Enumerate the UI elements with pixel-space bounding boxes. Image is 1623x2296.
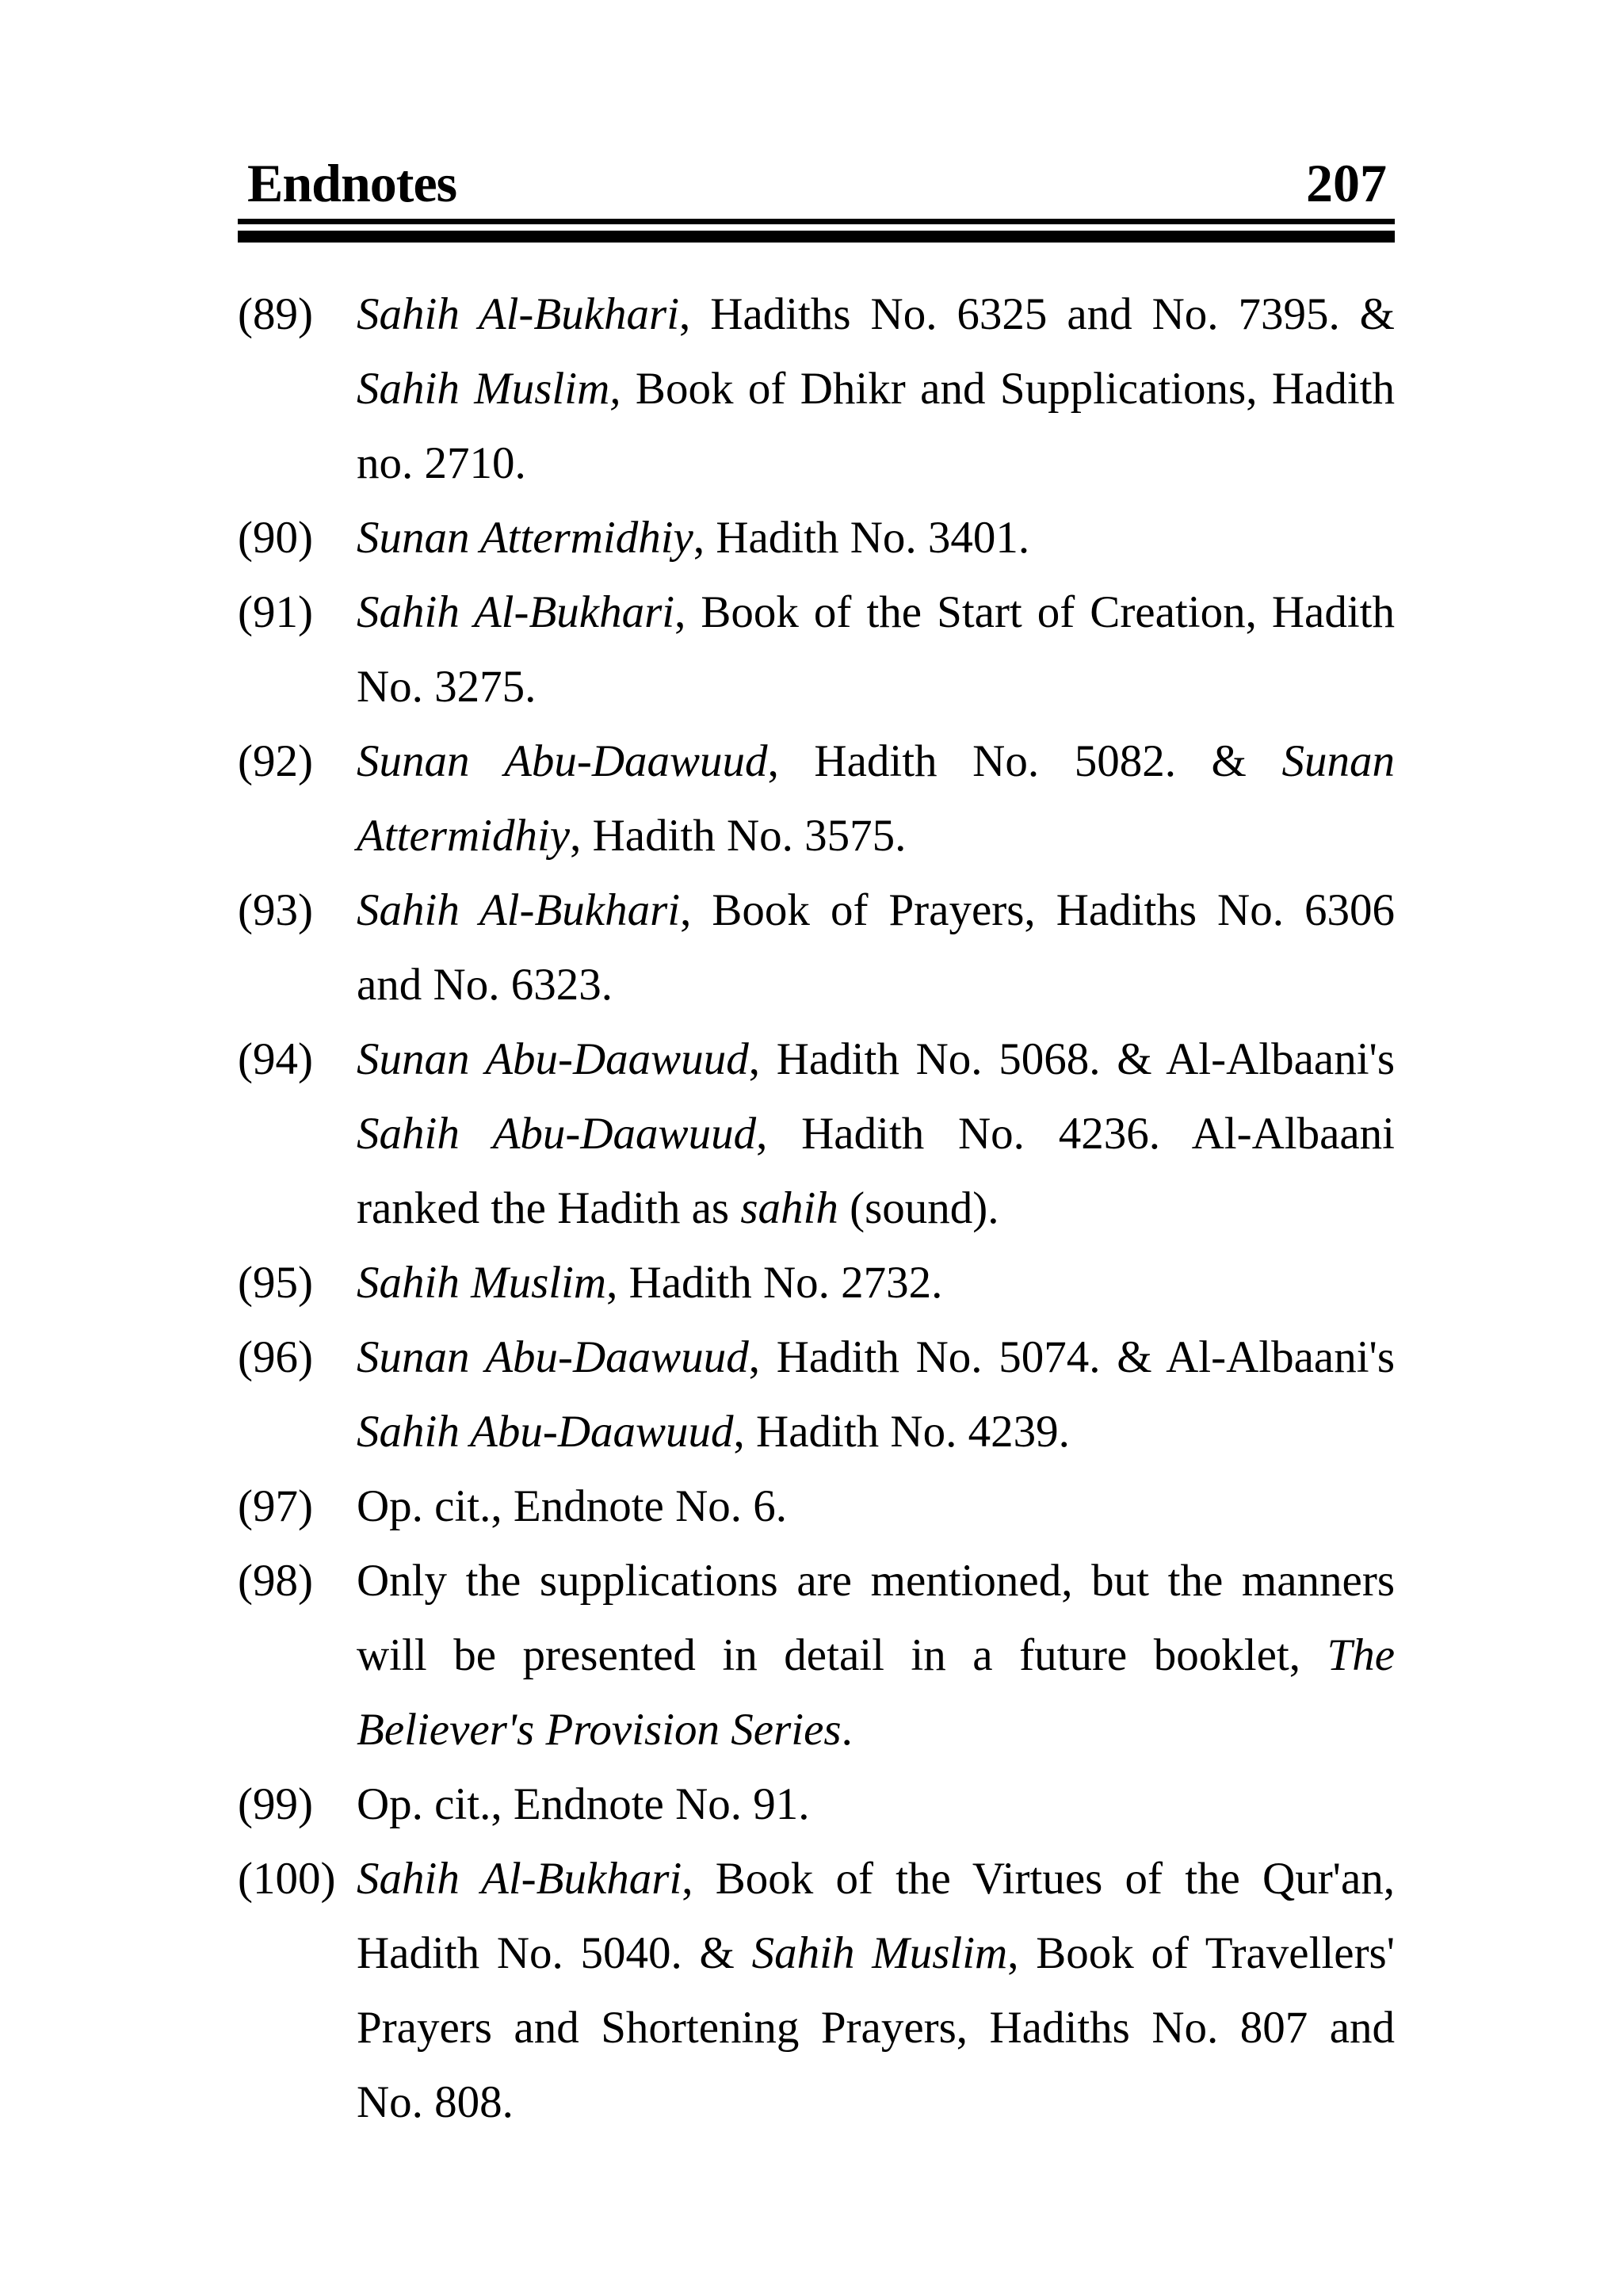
endnote-text-segment: , Hadith No. 4239. bbox=[733, 1407, 1070, 1457]
endnote-text-segment: (sound). bbox=[838, 1183, 999, 1233]
endnote-text bbox=[357, 501, 1395, 575]
endnote-text bbox=[357, 277, 1395, 501]
endnote-text-segment: Only the supplications are mentioned, but the manners will be presented in detail in a future booklet, bbox=[357, 1556, 1395, 1680]
endnote-text-segment: Book of Dhikr and Supplications, Hadith no. 2710. bbox=[357, 364, 1396, 488]
endnote-text bbox=[357, 1544, 1395, 1767]
endnote-title-italic: Sahih Abu-Daawuud bbox=[357, 1407, 734, 1457]
endnote-text-segment: , Hadith No. 3401. bbox=[693, 513, 1030, 563]
endnote-title-italic: Sunan Abu-Daawuud bbox=[357, 1332, 749, 1382]
endnotes-list bbox=[238, 277, 1395, 2140]
endnote-title-italic: The Believer's Provision Series bbox=[357, 1630, 1395, 1755]
endnote-text-segment: , Book of Prayers, Hadiths No. 6306 and No. 6323. bbox=[357, 885, 1396, 1010]
endnote-text-segment: , Hadith No. 4236. Al-Albaani ranked the Hadith as bbox=[357, 1109, 1395, 1233]
endnote-title-italic: Sahih Abu-Daawuud bbox=[357, 1109, 757, 1159]
endnote-number: (91) bbox=[238, 587, 313, 637]
endnote-title-italic: sahih bbox=[740, 1183, 838, 1233]
endnote-number: (94) bbox=[238, 1034, 313, 1084]
endnote-title-italic: Sahih Al-Bukhari bbox=[357, 1854, 682, 1904]
section-title: Endnotes bbox=[247, 153, 457, 213]
endnote-number: (89) bbox=[238, 289, 313, 339]
endnote-item bbox=[238, 1022, 1395, 1246]
endnote-number: (95) bbox=[238, 1258, 313, 1308]
endnote-number: (97) bbox=[238, 1481, 313, 1531]
endnote-text-segment: , Hadith No. 5068. & Al-Albaani's bbox=[748, 1034, 1396, 1084]
page bbox=[238, 143, 1396, 2127]
endnote-text-segment: . bbox=[841, 1705, 853, 1755]
endnote-title-italic: Sahih Al-Bukhari bbox=[357, 289, 680, 339]
endnote-title-italic: Sunan Attermidhiy bbox=[357, 513, 693, 563]
endnote-text bbox=[357, 1320, 1395, 1469]
endnote-item bbox=[238, 1320, 1395, 1469]
endnote-title-italic: Sahih Al-Bukhari bbox=[357, 587, 675, 637]
header-rule-thick bbox=[238, 231, 1395, 243]
endnote-text-segment: Op. cit., Endnote No. 91. bbox=[357, 1779, 810, 1829]
endnote-text-segment: , Hadiths No. 6325 and No. 7395. & bbox=[679, 289, 1396, 339]
endnote-item bbox=[238, 724, 1395, 873]
endnote-text bbox=[357, 873, 1395, 1022]
header-rule-thin bbox=[238, 219, 1395, 224]
endnote-text bbox=[357, 1469, 1395, 1544]
endnote-title-italic: Sunan Abu-Daawuud bbox=[357, 736, 768, 786]
endnote-item bbox=[238, 1469, 1395, 1544]
endnote-item bbox=[238, 1246, 1395, 1320]
endnote-text bbox=[357, 1022, 1395, 1246]
endnote-number: (96) bbox=[238, 1332, 313, 1382]
endnote-item bbox=[238, 575, 1395, 724]
endnote-number: (98) bbox=[238, 1556, 313, 1606]
endnote-text bbox=[357, 1767, 1395, 1842]
endnote-item bbox=[238, 277, 1395, 501]
endnote-item bbox=[238, 1544, 1395, 1767]
endnote-text bbox=[357, 724, 1395, 873]
endnote-text bbox=[357, 575, 1395, 724]
endnote-title-italic: Sunan Attermidhiy bbox=[357, 736, 1395, 861]
endnote-item bbox=[238, 1767, 1395, 1842]
endnote-title-italic: Sahih Al-Bukhari bbox=[357, 885, 681, 935]
running-header bbox=[238, 143, 1395, 222]
endnote-text-segment: , Book of the Start of Creation, Hadith No. 3275. bbox=[357, 587, 1395, 712]
endnote-title-italic: Sahih Muslim bbox=[357, 1258, 607, 1308]
endnote-text-segment: , Book of Travellers' Prayers and Shortening Prayers, Hadiths No. 807 and No. 808. bbox=[357, 1928, 1395, 2127]
endnote-text bbox=[357, 1246, 1395, 1320]
endnote-text bbox=[357, 1842, 1395, 2140]
page-number: 207 bbox=[1306, 153, 1387, 213]
endnote-item bbox=[238, 1842, 1395, 2140]
endnote-text-segment: , Book of the Virtues of the Qur'an, Hadith No. 5040. & bbox=[357, 1854, 1395, 1978]
endnote-title-italic: Sunan Abu-Daawuud bbox=[357, 1034, 749, 1084]
endnote-number: (100) bbox=[238, 1854, 336, 1904]
endnote-text-segment: , Hadith No. 5082. & bbox=[767, 736, 1282, 786]
endnote-text-segment: Op. cit., Endnote No. 6. bbox=[357, 1481, 788, 1531]
endnote-title-italic: Sahih Muslim bbox=[751, 1928, 1008, 1978]
endnote-number: (90) bbox=[238, 513, 313, 563]
endnote-text-segment: , Hadith No. 2732. bbox=[606, 1258, 943, 1308]
endnote-title-italic: Sahih Muslim, bbox=[357, 364, 621, 414]
endnote-text-segment: , Hadith No. 3575. bbox=[570, 811, 907, 861]
endnote-number: (99) bbox=[238, 1779, 313, 1829]
endnote-number: (92) bbox=[238, 736, 313, 786]
endnote-text-segment: , Hadith No. 5074. & Al-Albaani's bbox=[748, 1332, 1396, 1382]
endnote-number: (93) bbox=[238, 885, 313, 935]
endnote-item bbox=[238, 873, 1395, 1022]
endnote-item bbox=[238, 501, 1395, 575]
